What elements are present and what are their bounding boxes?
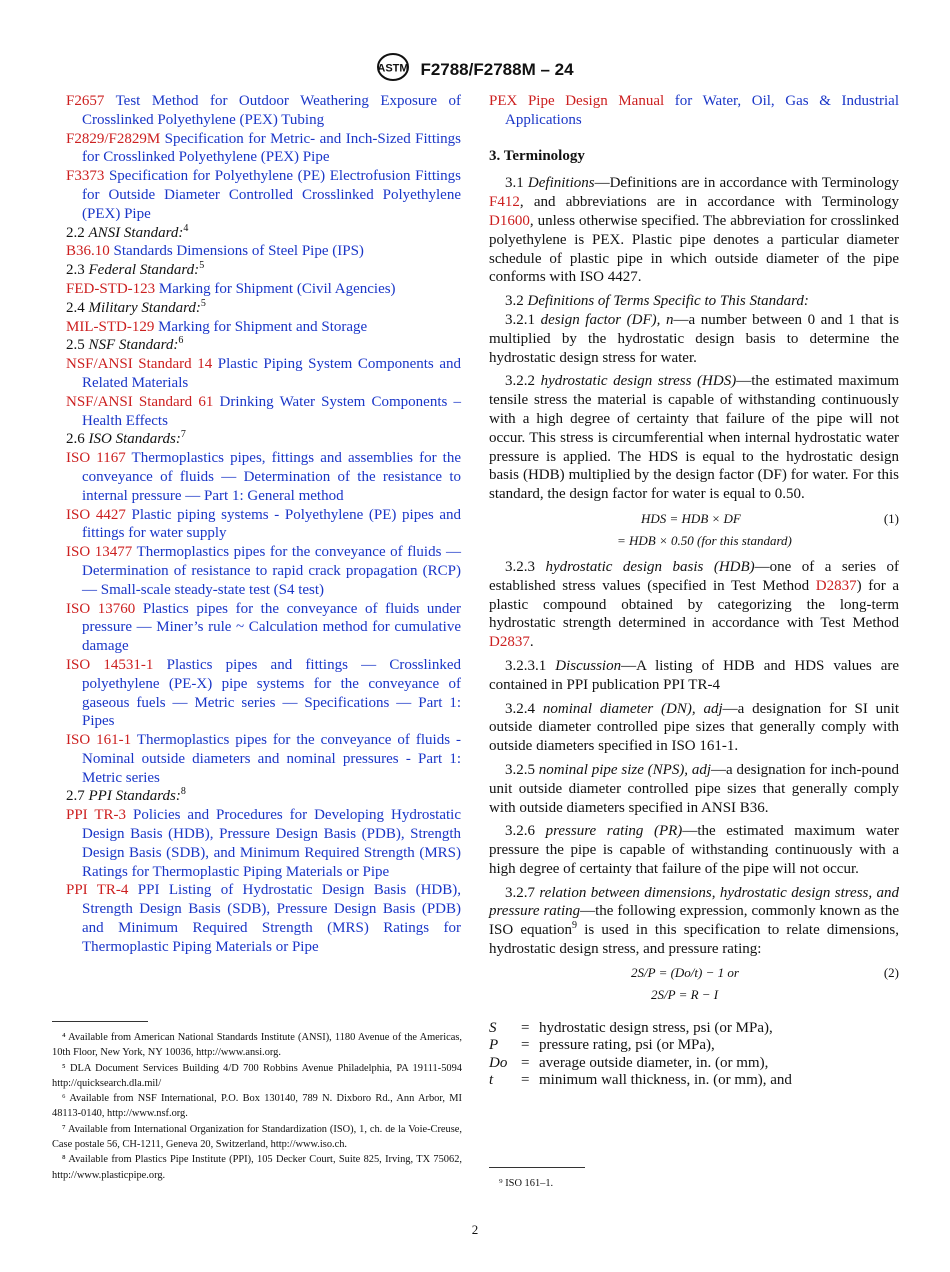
paragraph-text: —Definitions are in accordance with Terminology	[594, 175, 899, 192]
subsection-heading	[66, 224, 461, 243]
astm-logo-icon	[376, 52, 410, 87]
reference-title[interactable]: Plastic Piping System Components and Related Materials	[82, 356, 462, 391]
reference-entry	[66, 806, 461, 881]
reference-title[interactable]: Plastic piping systems - Polyethylene (PE) pipes and fittings for water supply	[82, 506, 462, 542]
paragraph-3-2-1	[489, 311, 899, 367]
paragraph-number: 3.2.1	[505, 311, 535, 328]
reference-code[interactable]: ISO 13477	[66, 544, 133, 561]
reference-title[interactable]: Standards Dimensions of Steel Pipe (IPS)	[113, 243, 364, 260]
defined-term: hydrostatic design stress (HDS)	[540, 373, 737, 390]
reference-code[interactable]: ISO 14531-1	[66, 656, 154, 673]
subsection-label: NSF Standard:	[88, 337, 179, 354]
reference-code[interactable]: F3373	[66, 168, 105, 185]
paragraph-text: —a number between 0 and 1 that is multiplied by the hydrostatic design basis to determine the hydrostatic design stress for water.	[489, 311, 900, 366]
footnote: ⁹ ISO 161–1.	[499, 1178, 554, 1189]
equation-number: (2)	[883, 964, 899, 980]
paragraph-number: 3.2.5	[505, 761, 535, 778]
subsection-label: Federal Standard:	[88, 262, 200, 279]
footnote-divider	[52, 1021, 148, 1022]
reference-entry	[66, 543, 461, 599]
variable-row	[489, 1072, 899, 1090]
footnote-marker[interactable]: 5	[200, 297, 206, 309]
defined-term: nominal pipe size (NPS), adj	[538, 761, 712, 778]
reference-title[interactable]: Marking for Shipment and Storage	[158, 318, 368, 335]
paragraph-3-1	[489, 174, 899, 287]
equation-2	[489, 964, 899, 1008]
document-designation: F2788/F2788M – 24	[420, 59, 574, 79]
paragraph-number: 3.2.3	[505, 558, 535, 575]
subsection-heading	[66, 430, 461, 449]
variable-equals: =	[521, 1037, 530, 1054]
section-3-heading: 3. Terminology	[489, 147, 585, 164]
equation-line	[489, 964, 899, 986]
reference-link-f412[interactable]: F412	[489, 194, 520, 211]
footnote-marker[interactable]: 7	[180, 429, 186, 441]
reference-title[interactable]: PPI Listing of Hydrostatic Design Basis (HDB), Strength Design Basis (SDB), Pressure Design Basis (PDB) and Minimum Required Strength (MRS) Ratings for Thermoplastic Piping Materials or Pipe	[82, 882, 461, 955]
subsection-label: ANSI Standard:	[88, 224, 184, 241]
reference-code[interactable]: FED-STD-123	[66, 280, 156, 297]
left-column	[66, 92, 461, 957]
equation-line	[489, 532, 899, 554]
footnote: ⁵ DLA Document Services Building 4/D 700 Robbins Avenue Philadelphia, PA 19111-5094 http://quicksearch.dla.mil/	[52, 1062, 462, 1089]
reference-code[interactable]: NSF/ANSI Standard 14	[66, 356, 213, 373]
reference-entry	[66, 318, 461, 337]
reference-entry	[66, 881, 461, 956]
reference-code[interactable]: ISO 161-1	[66, 732, 132, 749]
variable-symbol: Do	[489, 1054, 508, 1071]
reference-link-d2837[interactable]: D2837	[489, 634, 530, 651]
reference-title[interactable]: Thermoplastics pipes for the conveyance of fluids — Determination of resistance to rapid crack propagation (RCP) — Small-scale steady-state test (S4 test)	[82, 544, 462, 598]
reference-link-d2837[interactable]: D2837	[815, 577, 857, 594]
variable-symbol: P	[489, 1037, 499, 1054]
footnote-divider	[489, 1167, 585, 1168]
reference-code[interactable]: F2829/F2829M	[66, 130, 161, 147]
paragraph-text: .	[529, 634, 534, 651]
footnote-marker[interactable]: 5	[199, 260, 205, 272]
reference-list-top	[66, 92, 461, 224]
reference-title[interactable]: Plastics pipes for the conveyance of fluids under pressure — Miner’s rule ~ Calculation method for cumulative damage	[82, 600, 462, 655]
subsection-number: 2.7	[66, 788, 85, 805]
variable-equals: =	[521, 1019, 530, 1036]
paragraph-3-2-4	[489, 700, 899, 756]
footnotes-right	[489, 1176, 899, 1191]
reference-entry	[66, 242, 461, 261]
reference-entry	[66, 731, 461, 787]
group-iso	[66, 430, 461, 787]
subsection-number: 2.2	[66, 224, 85, 241]
subsection-heading	[66, 787, 461, 806]
footnote-marker[interactable]: 8	[180, 786, 186, 798]
reference-code[interactable]: MIL-STD-129	[66, 318, 155, 335]
group-ppi	[66, 787, 461, 956]
defined-term: design factor (DF), n	[540, 311, 674, 328]
paragraph-text: —A listing of HDB and HDS values are contained in PPI publication PPI TR-4	[489, 657, 899, 693]
page-header	[0, 52, 950, 87]
paragraph-text: , and abbreviations are in accordance with Terminology	[519, 194, 899, 211]
reference-title[interactable]: Test Method for Outdoor Weathering Exposure of Crosslinked Polyethylene (PEX) Tubing	[82, 93, 462, 128]
reference-entry	[66, 280, 461, 299]
equation-number: (1)	[883, 510, 899, 526]
footnote-marker[interactable]: 4	[183, 222, 189, 234]
group-nsf	[66, 336, 461, 430]
variable-equals: =	[521, 1054, 530, 1071]
reference-code[interactable]: PPI TR-4	[66, 882, 129, 899]
paragraph-3-2-7	[489, 884, 899, 959]
right-column	[489, 92, 899, 1090]
reference-entry	[66, 130, 461, 168]
paragraph-text: —a designation for SI unit outside diameter controlled pipe sizes that generally comply with outside diameters specified in ISO 161-1.	[489, 700, 900, 755]
reference-pex-manual	[489, 92, 899, 130]
group-ansi	[66, 224, 461, 262]
reference-title[interactable]: Policies and Procedures for Developing Hydrostatic Design Basis (HDB), Pressure Design Basis (PDB), Strength Design Basis (SDB), and Minimum Required Strength (MRS) Ratings for Thermoplastic Piping Materials or Pipe	[82, 807, 461, 880]
variable-symbol: S	[489, 1019, 497, 1036]
reference-code[interactable]: F2657	[66, 93, 105, 109]
reference-entry	[66, 393, 461, 431]
paragraph-3-2-5	[489, 761, 899, 817]
variable-definitions	[489, 1020, 899, 1090]
paragraph-text: ) for a plastic compound obtained by categorizing the long-term hydrostatic strength determined in accordance with Test Method	[489, 577, 899, 632]
subsection-number: 2.5	[66, 337, 85, 354]
reference-title[interactable]: Plastics pipes and fittings — Crosslinked polyethylene (PE-X) pipe systems for the conveyance of gaseous fuels — Metric series — Specifications — Part 1: Pipes	[82, 656, 462, 730]
footnote: ⁸ Available from Plastics Pipe Institute (PPI), 105 Decker Court, Suite 825, Irving, TX 75062, http://www.plasticpipe.org.	[52, 1154, 462, 1181]
paragraph-text: , unless otherwise specified. The abbreviation for crosslinked polyethylene is PEX. Plastic pipe denotes a particular diameter schedule of plastic pipe in which outside diameter of the pipe conforms with ISO 4427.	[489, 212, 899, 286]
variable-description: pressure rating, psi (or MPa),	[539, 1037, 715, 1054]
variable-description: minimum wall thickness, in. (or mm), and	[539, 1072, 792, 1089]
reference-entry	[66, 167, 461, 223]
reference-entry	[66, 355, 461, 393]
reference-code[interactable]: ISO 13760	[66, 600, 136, 617]
footnotes-left	[52, 1030, 462, 1183]
equation-1	[489, 510, 899, 554]
variable-description: hydrostatic design stress, psi (or MPa),	[539, 1019, 773, 1036]
subsection-heading	[66, 261, 461, 280]
subsection-heading	[66, 336, 461, 355]
paragraph-3-2-3	[489, 558, 899, 652]
paragraph-text: —one of a series of established stress values (specified in Test Method	[489, 558, 899, 594]
defined-term: nominal diameter (DN), adj	[542, 700, 723, 717]
reference-title[interactable]: Specification for Polyethylene (PE) Electrofusion Fittings for Outside Diameter Controlled Crosslinked Polyethylene (PEX) Pipe	[82, 168, 461, 222]
equation-text: 2S/P = R − I	[651, 986, 719, 1002]
reference-entry	[66, 506, 461, 544]
equation-text: 2S/P = (Do/t) − 1 or	[631, 964, 739, 980]
reference-code[interactable]: PPI TR-3	[66, 807, 127, 824]
group-military	[66, 299, 461, 337]
defined-term: pressure rating (PR)	[545, 823, 683, 840]
subsection-number: 2.6	[66, 431, 85, 448]
reference-title[interactable]: for Water, Oil, Gas & Industrial Applications	[505, 93, 899, 128]
paragraph-number: 3.2.7	[505, 884, 535, 901]
subsection-number: 2.4	[66, 299, 85, 316]
variable-symbol: t	[489, 1072, 494, 1089]
variable-row	[489, 1037, 899, 1055]
variable-row	[489, 1020, 899, 1038]
subsection-label: ISO Standards:	[88, 431, 181, 448]
paragraph-number: 3.2.6	[505, 823, 535, 840]
subsection-label: PPI Standards:	[88, 788, 181, 805]
reference-code[interactable]: NSF/ANSI Standard 61	[66, 393, 214, 410]
footnote-marker[interactable]: 6	[178, 335, 184, 347]
reference-entry	[66, 449, 461, 505]
subsection-heading	[66, 299, 461, 318]
variable-row	[489, 1055, 899, 1073]
variable-description: average outside diameter, in. (or mm),	[539, 1054, 769, 1071]
defined-term: Definitions	[527, 175, 595, 192]
paragraph-3-2-6	[489, 822, 899, 878]
equation-line	[489, 986, 899, 1008]
reference-code[interactable]: PEX Pipe Design Manual	[489, 93, 665, 109]
reference-code[interactable]: ISO 1167	[66, 450, 126, 467]
footnote-marker[interactable]: 9	[572, 920, 578, 932]
reference-title[interactable]: Drinking Water System Components – Health Effects	[82, 393, 462, 429]
equation-line	[489, 510, 899, 532]
reference-entry	[66, 600, 461, 656]
reference-title[interactable]: Thermoplastics pipes for the conveyance of fluids - Nominal outside diameters and nominal pressures - Part 1: Metric series	[82, 732, 462, 786]
paragraph-number: 3.2	[505, 293, 524, 310]
page-number: 2	[471, 1222, 479, 1237]
reference-entry	[66, 92, 461, 130]
variable-equals: =	[521, 1072, 530, 1089]
footnote: ⁶ Available from NSF International, P.O. Box 130140, 789 N. Dixboro Rd., Ann Arbor, MI 48113-0140, http://www.nsf.org.	[52, 1093, 462, 1120]
paragraph-text: —the estimated maximum tensile stress the material is capable of withstanding continuously with a high degree of certainty that failure of the pipe will not occur. This stress is circumferential when internal hydrostatic water pressure is applied. The HDS is equal to the hydrostatic design basis (HDB) multiplied by the design factor (DF) for water. For this standard, the design factor for water is equal to 0.50.	[489, 373, 900, 503]
defined-term: relation between dimensions, hydrostatic design stress, and pressure rating	[489, 884, 899, 920]
subsection-number: 2.3	[66, 262, 85, 279]
paragraph-text: —the estimated maximum water pressure the pipe is capable of withstanding continuously with a high degree of certainty that failure of the pipe will not occur.	[489, 823, 900, 877]
defined-term: Discussion	[555, 657, 622, 674]
equation-text: = HDB × 0.50 (for this standard)	[617, 532, 792, 548]
paragraph-3-2-3-1	[489, 657, 899, 695]
reference-code[interactable]: B36.10	[66, 243, 110, 260]
group-federal	[66, 261, 461, 299]
reference-title[interactable]: Marking for Shipment (Civil Agencies)	[158, 280, 396, 297]
reference-title[interactable]: Thermoplastics pipes, fittings and assemblies for the conveyance of fluids — Determination of the resistance to internal pressure — Part 1: General method	[82, 450, 461, 504]
paragraph-text: —a designation for inch-pound unit outside diameter controlled pipe sizes that generally comply with outside diameters specified in ANSI B36.	[489, 761, 900, 816]
paragraph-text: —the following expression, commonly known as the ISO equation	[489, 903, 899, 939]
equation-text: HDS = HDB × DF	[641, 510, 741, 526]
paragraph-number: 3.1	[505, 175, 524, 192]
reference-code[interactable]: ISO 4427	[66, 506, 126, 523]
reference-title[interactable]: Specification for Metric- and Inch-Sized Fittings for Crosslinked Polyethylene (PEX) Pipe	[82, 130, 461, 166]
subsection-label: Military Standard:	[88, 299, 201, 316]
paragraph-number: 3.2.4	[505, 700, 535, 717]
paragraph-3-2-2	[489, 372, 899, 504]
defined-term: Definitions of Terms Specific to This Standard:	[527, 293, 809, 310]
defined-term: hydrostatic design basis (HDB)	[545, 558, 755, 575]
paragraph-number: 3.2.2	[505, 373, 535, 390]
svg-text:ASTM: ASTM	[377, 62, 410, 75]
footnote: ⁴ Available from American National Standards Institute (ANSI), 1180 Avenue of the Americas, 10th Floor, New York, NY 10036, http://www.ansi.org.	[52, 1032, 462, 1059]
reference-entry	[66, 656, 461, 731]
footnote: ⁷ Available from International Organization for Standardization (ISO), 1, ch. de la Voie-Creuse, Case postale 56, CH-1211, Geneva 20, Switzerland, http://www.iso.ch.	[52, 1123, 462, 1151]
paragraph-3-2	[489, 292, 899, 311]
paragraph-text: is used in this specification to relate dimensions, hydrostatic design stress, and pressure rating:	[489, 922, 900, 958]
reference-link-d1600[interactable]: D1600	[489, 212, 530, 229]
paragraph-number: 3.2.3.1	[505, 657, 547, 674]
